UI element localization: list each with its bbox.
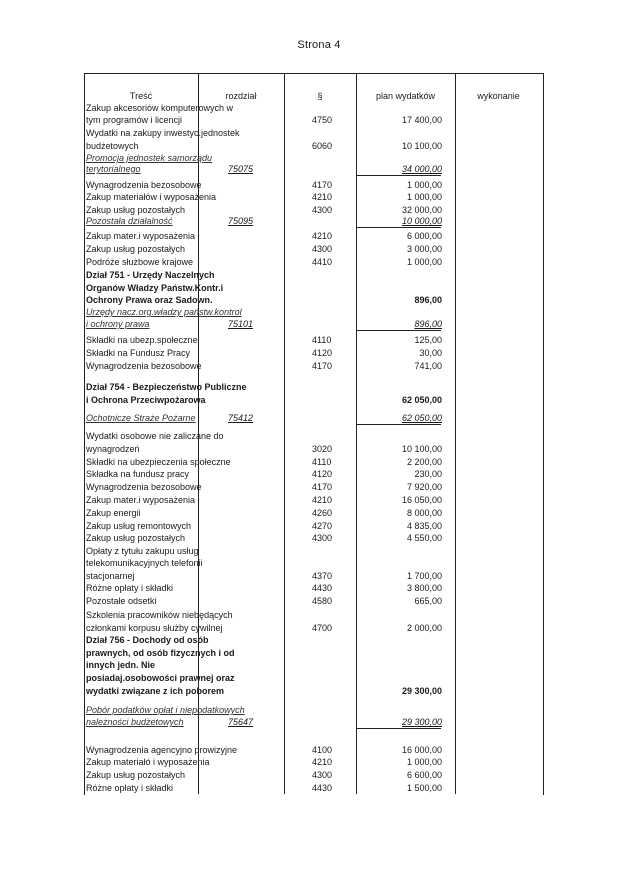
header-plan: plan wydatków [375,91,436,101]
row-paragraf: 4210 [312,757,333,767]
row-plan-amount: 29 300,00 [401,717,442,727]
row-description: Zakup usług pozostałych [86,205,186,215]
row-description: wydatki związane z ich poborem [86,686,225,696]
row-plan-amount: 4 550,00 [406,533,442,543]
row-plan-amount: 665,00 [414,596,442,606]
row-paragraf: 4210 [312,192,333,202]
row-rozdzial: 75412 [228,413,254,423]
row-description: Urzędy nacz.org.władzy państw.kontrol [86,307,242,317]
row-paragraf: 6060 [312,141,333,151]
row-description: stacjonarnej [86,571,135,581]
row-plan-amount: 6 000,00 [406,231,442,241]
row-paragraf: 4300 [312,244,333,254]
row-description: Wynagrodzenia agencyjno prowizyjne [86,745,238,755]
row-description: Wynagrodzenia bezosobowe [86,361,202,371]
row-description: Dział 754 - Bezpieczeństwo Publiczne [86,382,247,392]
row-rozdzial: 75101 [228,319,254,329]
amount-underline [357,227,441,228]
row-description: wynagrodzeń [86,444,140,454]
row-description: Organów Władzy Państw.Kontr.i [86,283,224,293]
row-description: Ochrony Prawa oraz Sadown. [86,295,213,305]
header-rozdzial: rozdział [225,91,257,101]
row-plan-amount: 125,00 [414,335,442,345]
header-tresc: Treść [129,91,153,101]
row-plan-amount: 1 500,00 [406,783,442,793]
row-description: Zakup usług pozostałych [86,533,186,543]
row-plan-amount: 10 000,00 [401,216,442,226]
row-rozdzial: 75075 [228,164,254,174]
row-plan-amount: 1 000,00 [406,257,442,267]
row-description: Pozostałe odsetki [86,596,157,606]
row-description: prawnych, od osób fizycznych i od [86,648,235,658]
row-paragraf: 4170 [312,482,333,492]
row-paragraf: 4410 [312,257,333,267]
row-description: Zakup usług pozostałych [86,770,186,780]
row-description: Zakup usług remontowych [86,521,192,531]
row-plan-amount: 896,00 [414,319,442,329]
row-paragraf: 4270 [312,521,333,531]
row-description: Pobór podatków opłat i niepodatkowych [86,705,245,715]
page-number: Strona 4 [297,39,341,51]
row-plan-amount: 741,00 [414,361,442,371]
row-paragraf: 4110 [312,335,332,345]
amount-underline [357,728,441,729]
header-wykonanie: wykonanie [477,91,520,101]
row-plan-amount: 32 000,00 [401,205,442,215]
amount-underline [357,175,441,176]
row-plan-amount: 16 000,00 [401,745,442,755]
row-description: Opłaty z tytułu zakupu usług [86,546,199,556]
row-description: innych jedn. Nie [86,660,156,670]
row-rozdzial: 75095 [228,216,254,226]
row-rozdzial: 75647 [228,717,254,727]
row-plan-amount: 16 050,00 [401,495,442,505]
header-paragraf: § [317,91,323,101]
row-plan-amount: 3 000,00 [406,244,442,254]
row-plan-amount: 2 200,00 [406,457,442,467]
row-plan-amount: 1 700,00 [406,571,442,581]
row-description: tym programów i licencji [86,115,183,125]
column-divider [284,73,285,794]
row-description: Wynagrodzenia bezosobowe [86,180,202,190]
column-divider [455,73,456,794]
row-paragraf: 4300 [312,770,333,780]
row-paragraf: 4210 [312,495,333,505]
row-description: Wynagrodzenia bezosobowe [86,482,202,492]
row-paragraf: 4430 [312,783,333,793]
row-description: Zakup materiałó i wyposażenia [86,757,210,767]
amount-underline [357,424,441,425]
row-paragraf: 4750 [312,115,333,125]
row-description: Składki na Fundusz Pracy [86,348,191,358]
row-description: Promocja jednostek samorządu [86,153,213,163]
row-paragraf: 4120 [312,348,333,358]
row-description: Zakup materiałów i wyposażenia [86,192,217,202]
row-paragraf: 4300 [312,533,333,543]
row-plan-amount: 62 050,00 [401,395,442,405]
row-plan-amount: 3 800,00 [406,583,442,593]
row-plan-amount: 62 050,00 [401,413,442,423]
row-paragraf: 4580 [312,596,333,606]
row-description: posiadaj.osobowości prawnej oraz [86,673,235,683]
row-paragraf: 3020 [312,444,333,454]
row-description: i ochrony prawa [86,319,150,329]
row-description: Różne opłaty i składki [86,583,174,593]
row-plan-amount: 6 600,00 [406,770,442,780]
row-description: członkami korpusu służby cywilnej [86,623,223,633]
row-description: Składki na ubezp.społeczne [86,335,198,345]
row-paragraf: 4370 [312,571,333,581]
row-description: Wydatki na zakupy inwestyc.jednostek [86,128,240,138]
row-plan-amount: 17 400,00 [401,115,442,125]
row-plan-amount: 8 000,00 [406,508,442,518]
row-description: Zakup mater.i wyposażenia [86,495,196,505]
row-description: Szkolenia pracowników niebędących [86,610,233,620]
row-paragraf: 4170 [312,180,333,190]
row-plan-amount: 1 000,00 [406,757,442,767]
row-description: Różne opłaty i składki [86,783,174,793]
row-plan-amount: 10 100,00 [401,444,442,454]
row-description: Dział 756 - Dochody od osób [86,635,209,645]
row-plan-amount: 34 000,00 [401,164,442,174]
row-paragraf: 4700 [312,623,333,633]
row-paragraf: 4430 [312,583,333,593]
row-paragraf: 4100 [312,745,333,755]
row-plan-amount: 30,00 [419,348,442,358]
row-description: telekomunikacyjnych telefonii [86,558,203,568]
row-description: i Ochrona Przeciwpożarowa [86,395,206,405]
row-plan-amount: 4 835,00 [406,521,442,531]
row-paragraf: 4260 [312,508,333,518]
row-paragraf: 4300 [312,205,333,215]
row-description: Zakup mater.i wyposażenia [86,231,196,241]
row-plan-amount: 896,00 [414,295,442,305]
row-description: należności budżetowych [86,717,184,727]
row-plan-amount: 10 100,00 [401,141,442,151]
row-plan-amount: 1 000,00 [406,192,442,202]
row-description: Składki na ubezpieczenia społeczne [86,457,231,467]
amount-underline [357,330,441,331]
row-description: Wydatki osobowe nie zaliczane do [86,431,224,441]
row-paragraf: 4110 [312,457,332,467]
row-description: Zakup akcesoriów komputerowych w [86,103,234,113]
row-description: Dział 751 - Urzędy Naczelnych [86,270,215,280]
row-description: Podróże służbowe krajowe [86,257,194,267]
row-plan-amount: 1 000,00 [406,180,442,190]
row-description: Składka na fundusz pracy [86,469,190,479]
column-divider [356,73,357,794]
row-description: Zakup usług pozostałych [86,244,186,254]
row-description: Pozostała działalność [86,216,173,226]
row-paragraf: 4120 [312,469,333,479]
row-plan-amount: 29 300,00 [401,686,442,696]
row-description: Zakup energii [86,508,141,518]
row-plan-amount: 230,00 [414,469,442,479]
row-plan-amount: 7 920,00 [406,482,442,492]
row-paragraf: 4170 [312,361,333,371]
row-paragraf: 4210 [312,231,333,241]
row-description: budżetowych [86,141,139,151]
row-description: terytorialnego [86,164,141,174]
row-plan-amount: 2 000,00 [406,623,442,633]
row-description: Ochotnicze Straże Pożarne [86,413,196,423]
